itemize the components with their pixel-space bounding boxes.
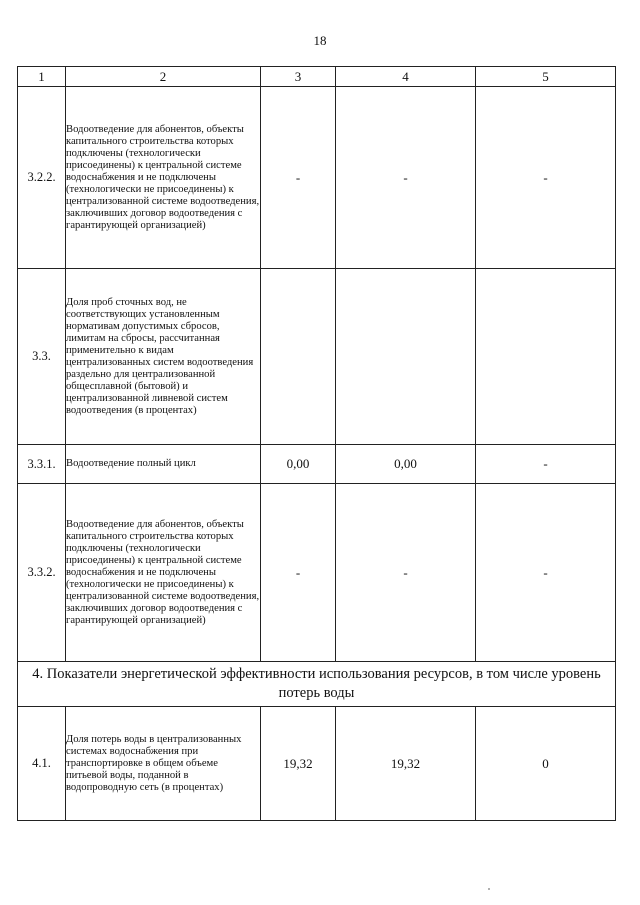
row-value-col-3: 19,32 [261, 707, 336, 821]
row-number: 3.2.2. [18, 87, 66, 269]
row-number: 3.3.1. [18, 445, 66, 484]
table-row [18, 269, 616, 445]
header-row [18, 67, 616, 87]
row-value-col-3 [261, 269, 336, 445]
header-col-5: 5 [476, 67, 616, 87]
section-row [18, 662, 616, 707]
row-description: Водоотведение для абонентов, объекты капитального строительства которых подключены (технологически присоединены) к центральной системе водоснабжения и не подключены (технологически не присоединены) к централизованной системе водоотведения, заключивших договор водоотведения с гарантирующей организацией) [66, 484, 261, 662]
row-description: Доля потерь воды в централизованных системах водоснабжения при транспортировке в общем объеме питьевой воды, поданной в водопроводную сеть (в процентах) [66, 707, 261, 821]
header-col-2: 2 [66, 67, 261, 87]
scan-speck [488, 888, 490, 890]
row-number: 3.3.2. [18, 484, 66, 662]
row-value-col-4 [336, 269, 476, 445]
row-number: 4.1. [18, 707, 66, 821]
row-description: Водоотведение полный цикл [66, 445, 261, 484]
row-value-col-3: - [261, 87, 336, 269]
row-value-col-5 [476, 269, 616, 445]
row-value-col-4: 0,00 [336, 445, 476, 484]
row-value-col-3: 0,00 [261, 445, 336, 484]
row-value-col-4: - [336, 484, 476, 662]
table-row [18, 484, 616, 662]
section-heading: 4. Показатели энергетической эффективности использования ресурсов, в том числе уровень потерь воды [18, 662, 616, 707]
row-description: Доля проб сточных вод, не соответствующих установленным нормативам допустимых сбросов, лимитам на сбросы, рассчитанная применительно к видам централизованных систем водоотведения раздельно для централизованной общесплавной (бытовой) и централизованной ливневой систем водоотведения (в процентах) [66, 269, 261, 445]
row-value-col-5: - [476, 445, 616, 484]
indicators-table [17, 66, 616, 821]
page-number: 18 [313, 33, 327, 48]
row-value-col-5: - [476, 87, 616, 269]
row-value-col-3: - [261, 484, 336, 662]
table-row [18, 707, 616, 821]
header-col-3: 3 [261, 67, 336, 87]
row-value-col-4: 19,32 [336, 707, 476, 821]
row-value-col-4: - [336, 87, 476, 269]
table-row [18, 87, 616, 269]
row-description: Водоотведение для абонентов, объекты капитального строительства которых подключены (технологически присоединены) к центральной системе водоснабжения и не подключены (технологически не присоединены) к централизованной системе водоотведения, заключивших договор водоотведения с гарантирующей организацией) [66, 87, 261, 269]
row-number: 3.3. [18, 269, 66, 445]
table-row [18, 445, 616, 484]
header-col-1: 1 [18, 67, 66, 87]
row-value-col-5: 0 [476, 707, 616, 821]
row-value-col-5: - [476, 484, 616, 662]
header-col-4: 4 [336, 67, 476, 87]
